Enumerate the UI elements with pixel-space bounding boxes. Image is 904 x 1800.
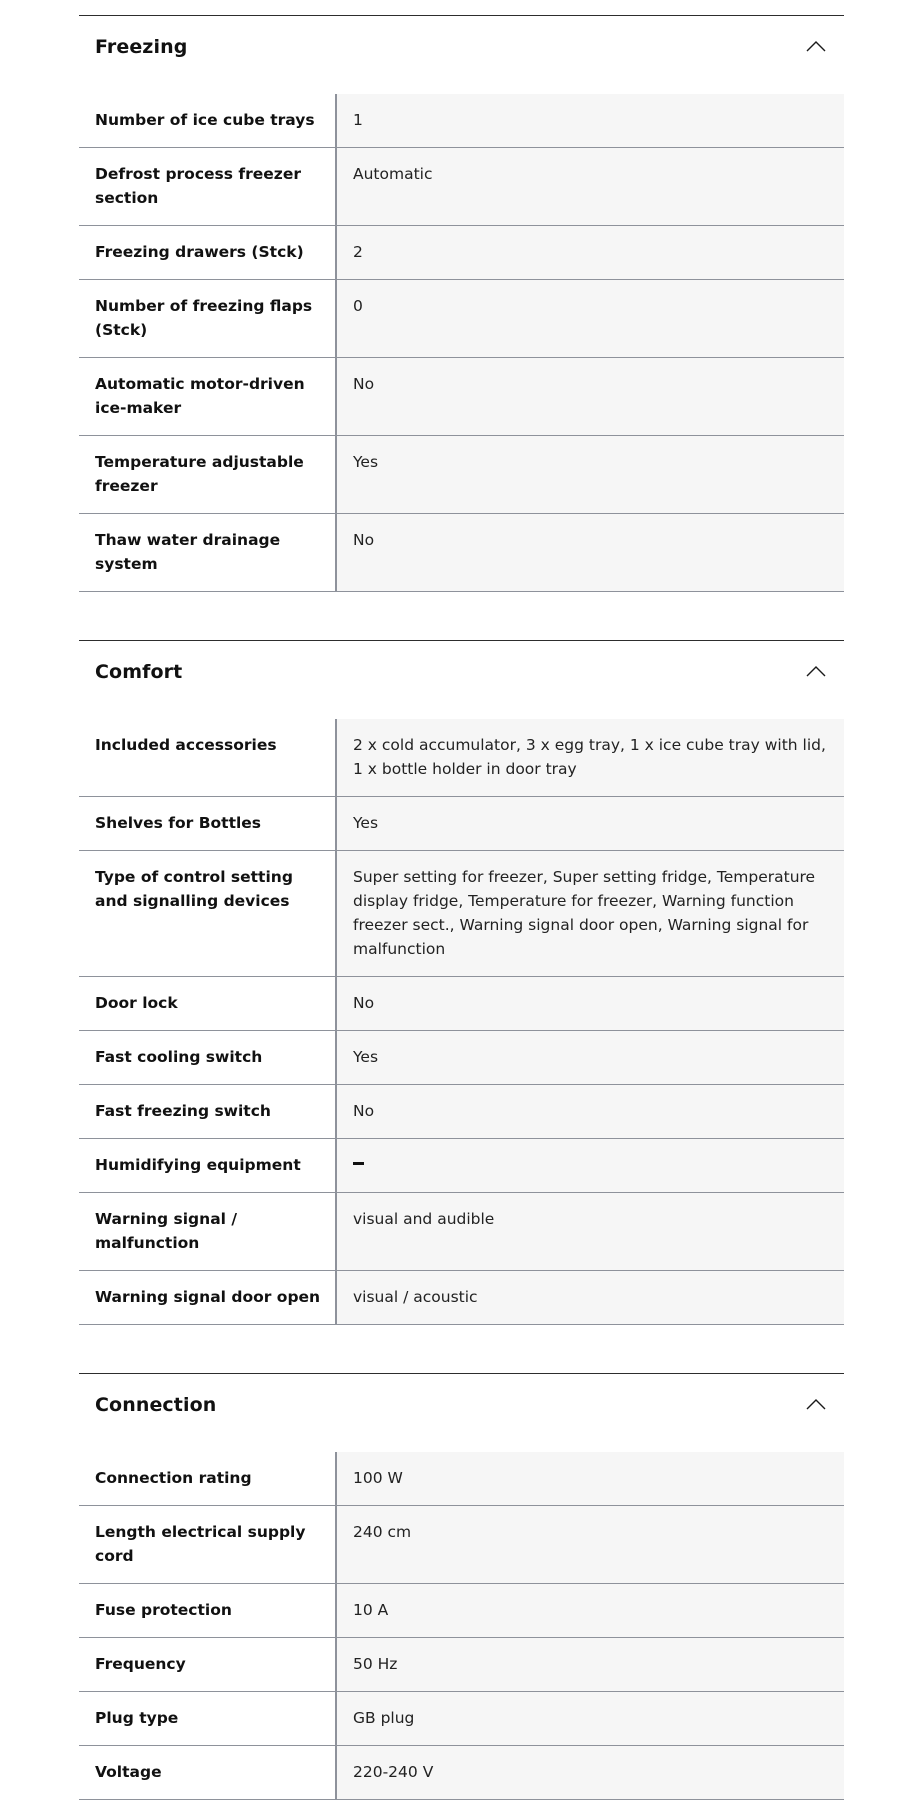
spec-value: visual / acoustic xyxy=(337,1271,844,1324)
table-row xyxy=(79,1638,844,1692)
table-row xyxy=(79,1584,844,1638)
dash-icon xyxy=(353,1162,364,1165)
spec-label: Thaw water drainage system xyxy=(79,514,337,591)
section-header-comfort[interactable] xyxy=(79,640,844,703)
spec-container xyxy=(79,0,844,1800)
section-header-connection[interactable] xyxy=(79,1373,844,1436)
table-row xyxy=(79,719,844,797)
spec-value xyxy=(337,1139,844,1192)
spec-table xyxy=(79,1452,844,1800)
section-title: Comfort xyxy=(95,661,183,683)
spec-table xyxy=(79,94,844,592)
section-comfort xyxy=(79,640,844,1325)
spec-label: Frequency xyxy=(79,1638,337,1691)
spec-label: Number of ice cube trays xyxy=(79,94,337,147)
spec-label: Temperature adjustable freezer xyxy=(79,436,337,513)
spec-value: 10 A xyxy=(337,1584,844,1637)
section-title: Freezing xyxy=(95,36,188,58)
spec-label: Number of freezing flaps (Stck) xyxy=(79,280,337,357)
spec-value: 50 Hz xyxy=(337,1638,844,1691)
spec-label: Warning signal / malfunction xyxy=(79,1193,337,1270)
spec-value: Super setting for freezer, Super setting fridge, Temperature display fridge, Temperature for freezer, Warning function freezer sect., Warning signal door open, Warning signal for malfunction xyxy=(337,851,844,976)
spec-value: Yes xyxy=(337,436,844,513)
spec-label: Defrost process freezer section xyxy=(79,148,337,225)
spec-value: GB plug xyxy=(337,1692,844,1745)
spec-value: 2 x cold accumulator, 3 x egg tray, 1 x ice cube tray with lid, 1 x bottle holder in door tray xyxy=(337,719,844,796)
table-row xyxy=(79,1452,844,1506)
spec-label: Connection rating xyxy=(79,1452,337,1505)
table-row xyxy=(79,226,844,280)
section-header-freezing[interactable] xyxy=(79,15,844,78)
spec-label: Shelves for Bottles xyxy=(79,797,337,850)
table-row xyxy=(79,1692,844,1746)
spec-label: Fast cooling switch xyxy=(79,1031,337,1084)
spec-label: Fuse protection xyxy=(79,1584,337,1637)
spec-label: Length electrical supply cord xyxy=(79,1506,337,1583)
table-row xyxy=(79,977,844,1031)
spec-table xyxy=(79,719,844,1325)
table-row xyxy=(79,1193,844,1271)
spec-value: 220-240 V xyxy=(337,1746,844,1799)
spec-value: No xyxy=(337,1085,844,1138)
section-title: Connection xyxy=(95,1394,217,1416)
table-row xyxy=(79,358,844,436)
spec-label: Automatic motor-driven ice-maker xyxy=(79,358,337,435)
spec-label: Freezing drawers (Stck) xyxy=(79,226,337,279)
chevron-up-icon[interactable] xyxy=(804,660,828,684)
spec-value: Yes xyxy=(337,1031,844,1084)
spec-value: 100 W xyxy=(337,1452,844,1505)
spec-value: No xyxy=(337,358,844,435)
table-row xyxy=(79,1746,844,1800)
table-row xyxy=(79,514,844,592)
spec-value: visual and audible xyxy=(337,1193,844,1270)
spec-label: Fast freezing switch xyxy=(79,1085,337,1138)
table-row xyxy=(79,280,844,358)
spec-value: 0 xyxy=(337,280,844,357)
table-row xyxy=(79,94,844,148)
spec-label: Voltage xyxy=(79,1746,337,1799)
spec-value: 2 xyxy=(337,226,844,279)
spec-value: Yes xyxy=(337,797,844,850)
table-row xyxy=(79,1085,844,1139)
spec-value: No xyxy=(337,514,844,591)
spec-value: Automatic xyxy=(337,148,844,225)
spec-label: Humidifying equipment xyxy=(79,1139,337,1192)
spec-label: Type of control setting and signalling devices xyxy=(79,851,337,976)
table-row xyxy=(79,436,844,514)
spec-value: No xyxy=(337,977,844,1030)
spec-label: Door lock xyxy=(79,977,337,1030)
spec-value: 240 cm xyxy=(337,1506,844,1583)
table-row xyxy=(79,1506,844,1584)
spec-value: 1 xyxy=(337,94,844,147)
spec-label: Included accessories xyxy=(79,719,337,796)
table-row xyxy=(79,851,844,977)
table-row xyxy=(79,1271,844,1325)
table-row xyxy=(79,797,844,851)
section-connection xyxy=(79,1373,844,1800)
chevron-up-icon[interactable] xyxy=(804,35,828,59)
table-row xyxy=(79,1031,844,1085)
spec-label: Plug type xyxy=(79,1692,337,1745)
spec-label: Warning signal door open xyxy=(79,1271,337,1324)
chevron-up-icon[interactable] xyxy=(804,1393,828,1417)
section-freezing xyxy=(79,15,844,592)
table-row xyxy=(79,1139,844,1193)
table-row xyxy=(79,148,844,226)
